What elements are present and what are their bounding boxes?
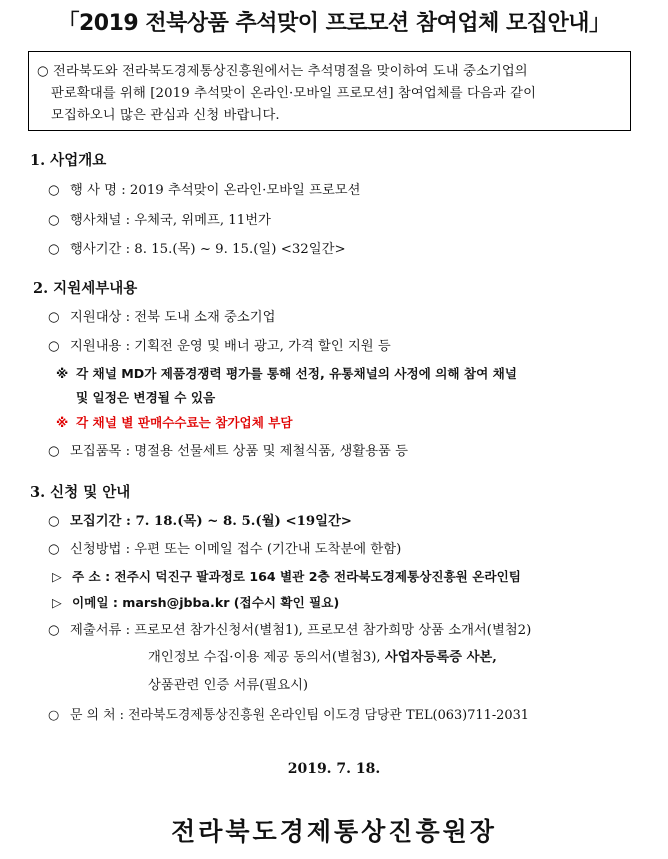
circle-bullet-icon: ○ — [48, 213, 60, 228]
note-channel-selection: ※ 각 채널 MD가 제품경쟁력 평가를 통해 선정, 유통채널의 사정에 의해 참여 채널 — [56, 366, 517, 381]
notice-line-3: 모집하오니 많은 관심과 신청 바랍니다. — [51, 108, 280, 123]
mailing-address: ▷ 주 소 : 전주시 덕진구 팔과정로 164 별관 2층 전라북도경제통상진흥원 온라인팀 — [52, 569, 521, 584]
circle-bullet-icon: ○ — [48, 708, 60, 723]
document-title: 「2019 전북상품 추석맞이 프로모션 참여업체 모집안내」 — [57, 11, 611, 36]
notice-box — [28, 51, 631, 131]
application-method: ○ 신청방법 : 우편 또는 이메일 접수 (기간내 도착분에 한함) — [48, 542, 402, 557]
reference-mark-icon: ※ — [56, 366, 69, 381]
circle-bullet-icon: ○ — [48, 444, 60, 459]
notice-line-1: ○ 전라북도와 전라북도경제통상진흥원에서는 추석명절을 맞이하여 도내 중소기업의 — [37, 64, 528, 79]
notice-line-2: 판로확대를 위해 [2019 추석맞이 온라인·모바일 프로모션] 참여업체를 다음과 같이 — [51, 86, 537, 101]
issue-date: 2019. 7. 18. — [287, 761, 381, 777]
contact-email: ▷ 이메일 : marsh@jbba.kr (접수시 확인 필요) — [52, 595, 340, 610]
section-1-item: ○ 행사기간 : 8. 15.(목) ~ 9. 15.(일) <32일간> — [48, 242, 346, 257]
triangle-bullet-icon: ▷ — [52, 569, 62, 584]
circle-bullet-icon: ○ — [48, 542, 60, 557]
section-1-item: ○ 행사채널 : 우체국, 위메프, 11번가 — [48, 213, 271, 228]
circle-bullet-icon: ○ — [37, 64, 49, 79]
circle-bullet-icon: ○ — [48, 242, 60, 257]
issuer-signature: 전라북도경제통상진흥원장 — [171, 817, 497, 846]
inquiry-contact: ○ 문 의 처 : 전라북도경제통상진흥원 온라인팀 이도경 담당관 TEL(063)711-2031 — [48, 708, 529, 723]
note-sales-commission: ※ 각 채널 별 판매수수료는 참가업체 부담 — [56, 415, 293, 430]
section-2-item: ○ 지원내용 : 기획전 운영 및 배너 광고, 가격 할인 지원 등 — [48, 339, 391, 354]
section-2-heading: 2. 지원세부내용 — [33, 280, 138, 297]
section-3-heading: 3. 신청 및 안내 — [30, 484, 131, 501]
circle-bullet-icon: ○ — [48, 339, 60, 354]
note-channel-selection-cont: 및 일정은 변경될 수 있음 — [76, 390, 216, 405]
circle-bullet-icon: ○ — [48, 183, 60, 198]
triangle-bullet-icon: ▷ — [52, 595, 62, 610]
required-documents-line-3: 상품관련 인증 서류(필요시) — [148, 678, 309, 693]
section-2-item: ○ 지원대상 : 전북 도내 소재 중소기업 — [48, 310, 276, 325]
reference-mark-icon: ※ — [56, 415, 69, 430]
section-1-heading: 1. 사업개요 — [30, 152, 107, 169]
circle-bullet-icon: ○ — [48, 310, 60, 325]
recruit-period: ○ 모집기간 : 7. 18.(목) ~ 8. 5.(월) <19일간> — [48, 514, 352, 529]
circle-bullet-icon: ○ — [48, 514, 60, 529]
required-documents: ○ 제출서류 : 프로모션 참가신청서(별첨1), 프로모션 참가희망 상품 소개서(별첨2) — [48, 623, 532, 638]
section-2-item: ○ 모집품목 : 명절용 선물세트 상품 및 제철식품, 생활용품 등 — [48, 444, 408, 459]
section-1-item: ○ 행 사 명 : 2019 추석맞이 온라인·모바일 프로모션 — [48, 183, 361, 198]
circle-bullet-icon: ○ — [48, 623, 60, 638]
required-documents-line-2: 개인정보 수집·이용 제공 동의서(별첨3), 사업자등록증 사본, — [148, 650, 497, 665]
